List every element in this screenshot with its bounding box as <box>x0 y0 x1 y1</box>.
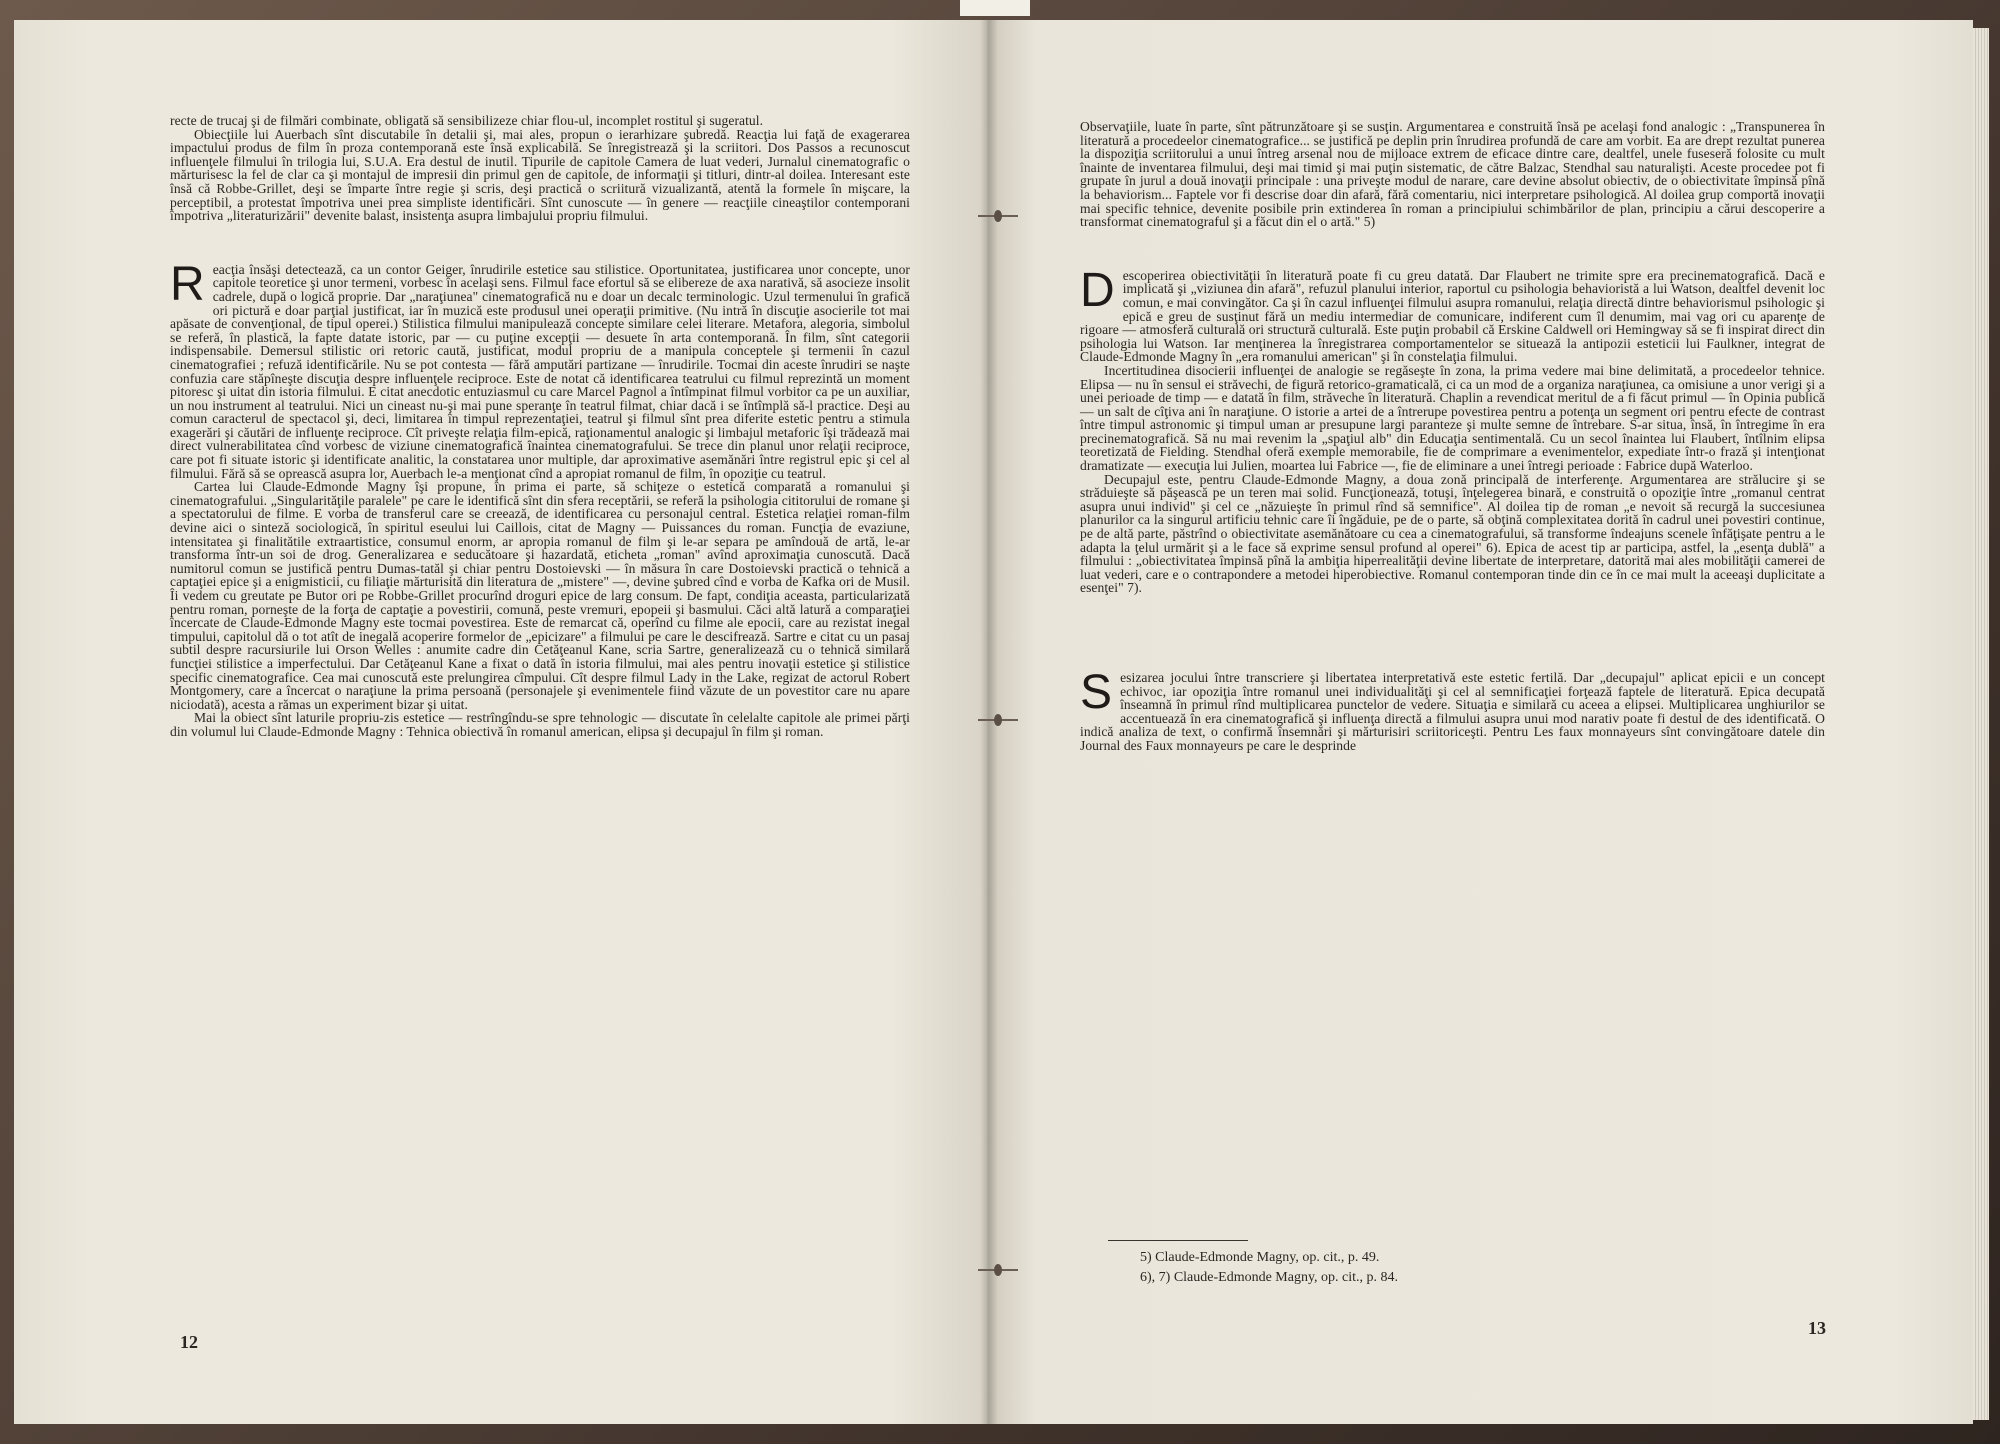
footnote-rule <box>1108 1240 1248 1241</box>
right-section3-para-1 <box>1080 666 1825 753</box>
right-intro-para: Observaţiile, luate în parte, sînt pătrunzătoare şi se susţin. Argumentarea e construită însă pe acelaşi fond analogic : „Transpunerea în literatură a procedeelor cinematografice... se justifică pe deplin prin înrudirea profundă de care am vorbit. Ea are drept rezultat punerea la dispoziţia scriitorului a unui întreg arsenal nou de mijloace extrem de eficace dintre care, dealtfel, unele fuseseră folosite cu mult înainte de inventarea filmului, deşi mai timid şi mai puţin sistematic, de către Balzac, Stendhal sau naturalişti. Aceste procedee pot fi grupate în jurul a două inovaţii principale : una priveşte modul de narare, care devine absolut obiectiv, de o obiectivitate împinsă pînă la behaviorism... Faptele vor fi descrise doar din afară, fără comentariu, nici interpretare psihologică. Al doilea grup comportă inovaţii mai specific tehnice, devenite posibile prin extinderea în roman a principiului schimbărilor de plan, principiu a cărui descoperire a transformat cinematograful şi a făcut din el o artă." 5) <box>1080 119 1825 230</box>
right-section3-para-1-text: esizarea jocului între transcriere şi libertatea interpretativă este estetic fertilă. Dar „decupajul" aplicat epicii e un concept echivoc, iar opoziţia între romanul unei individualităţi şi cel al semnificaţiei forţează faptele de literatură. Epica decupată înseamnă în primul rînd multiplicarea punctelor de vedere. Situaţia e similară cu aceea a elipsei. Multiplicarea unghiurilor se accentuează în era cinematografică şi influenţa directă a filmului asupra unui mod narativ poate fi destul de des identificată. O indică analiza de text, o confirmă însemnări şi mărturisiri scriitoriceşti. Pentru Les faux monnayeurs sînt convingătoare datele din Journal des Faux monnayeurs pe care le desprinde <box>1080 670 1825 753</box>
page-number-left: 12 <box>180 1332 198 1352</box>
left-section-para-2: Cartea lui Claude-Edmonde Magny îşi propune, în prima ei parte, să schiţeze o estetică comparată a romanului şi cinematografului. „Singularităţile paralele" pe care le identifică sînt din sfera receptării, se referă la psihologia cititorului de romane şi a spectatorului de filme. E vorba de transferul care se creează, de identificarea cu personajul central. Estetica relaţiei roman-film devine aici o sinteză sociologică, în spiritul eseului lui Caillois, citat de Magny — Puissances du roman. Funcţia de evaziune, intensitatea şi finalitătile extraartistice, consumul enorm, ar apropia romanul de film şi le-ar separa pe amîndouă de artă, le-ar transforma într-un soi de drog. Generalizarea e seducătoare şi hazardată, eticheta „roman" avînd aproximaţia cunoscută. Dacă numitorul comun se justifică pentru Dumas-tatăl şi chiar pentru Dostoievski — în măsura în care Dostoievski practică o tehnică a captaţiei epice şi a enigmisticii, cu filiaţie mărturisită din literatura de „mistere" —, devine şubred cînd e vorba de Kafka ori de Musil. Îi vedem cu greutate pe Butor ori pe Robbe-Grillet procurînd droguri epice de larg consum. De fapt, condiţia aceasta, particularizată pentru roman, porneşte de la forţa de captaţie a povestirii, comună, peste vremuri, epopeii şi basmului. Căci altă latură a comparaţiei încercate de Claude-Edmonde Magny este tocmai povestirea. Este de remarcat că, operînd cu filme ale epocii, care au rezistat inegal timpului, capitolul dă o tot atît de inegală acoperire formelor de „epicizare" a filmului pe care le descifrează. Sartre e citat cu un pasaj subtil despre racursiurile lui Orson Welles : anumite cadre din Cetăţeanul Kane, scria Sartre, generalizează cu o tehnică similară funcţiei stilistice a imperfectului. Dar Cetăţeanul Kane a fixat o dată în istoria filmului, mai ales pentru inovaţii estetice şi stilistice specific cinematografice. Cea mai cunoscută este prelungirea cîmpului. Cît despre filmul Lady in the Lake, regizat de actorul Robert Montgomery, care a încercat o naraţiune la prima persoană (personajele şi evenimentele fiind văzute de un povestitor care nu apare niciodată), acesta a rămas un experiment bizar şi uitat. <box>170 479 910 712</box>
binding-stitch <box>978 208 1018 224</box>
right-page-text <box>1080 120 1825 753</box>
footnote-5: 5) Claude-Edmonde Magny, op. cit., p. 49. <box>1140 1250 1380 1265</box>
right-section2-para-1-text: escoperirea obiectivităţii în literatură poate fi cu greu datată. Dar Flaubert ne trimite spre era precinematografică. Dacă e implicată şi „viziunea din afară", refuzul planului interior, raportul cu psihologia behavioristă a lui Watson, dealtfel devenit loc comun, e mai convingător. Ca şi în cazul influenţei filmului asupra romanului, relaţia directă dintre behaviorismul psihologic şi epică e greu de susţinut fără un mediu intermediar de comunicare, indiferent cum îl denumim, mai vag ori cu aparenţe de rigoare — atmosferă culturală ori structură culturală. Este puţin probabil că Erskine Caldwell ori Hemingway să se fi inspirat direct din psihologia lui Watson. Iar menţinerea la înregistrarea comportamentelor se situează la antipozii esteticii lui Faulkner, integrat de Claude-Edmonde Magny în „era romanului american" şi în constelaţia filmului. <box>1080 267 1825 365</box>
left-page-text <box>170 114 910 739</box>
left-intro-para-2: Obiecţiile lui Auerbach sînt discutabile în detalii şi, mai ales, propun o ierarhizare şubredă. Reacţia lui faţă de exagerarea impactului produs de film în proza contemporană este însă explicabilă. Se înregistrează şi la scriitori. Dos Passos a recunoscut influenţele filmului în trilogia lui, S.U.A. Era destul de inutil. Tipurile de capitole Camera de luat vederi, Jurnalul cinematografic o mărturisesc la fel de clar ca şi montajul de impresii din primul gen de capitole, de informaţii şi titluri, dintr-al doilea. Interesant este însă că Robbe-Grillet, deşi se împarte între regie şi scris, deşi practică o scriitură vizualizantă, atentă la formele în mişcare, la perceptibil, a protestat împotriva unei prea simpliste identificări. Sînt cunoscute — în genere — reacţiile cineaştilor contemporani împotriva „literaturizării" devenite balast, insistenţa asupra limbajului propriu filmului. <box>170 126 910 224</box>
binding-stitch <box>978 1262 1018 1278</box>
page-number-right: 13 <box>1808 1318 1826 1338</box>
left-section-para-3: Mai la obiect sînt laturile propriu-zis estetice — restrîngîndu-se spre tehnologic — discutate în celelalte capitole ale primei părţi din volumul lui Claude-Edmonde Magny : Tehnica obiectivă în romanul american, elipsa şi decupajul în film şi roman. <box>170 710 910 739</box>
left-section-para-1-text: eacţia însăşi detectează, ca un contor Geiger, înrudirile estetice sau stilistice. Oportunitatea, justificarea unor concepte, unor capitole teoretice şi unor termeni, vorbesc în acelaşi sens. Filmul face efortul să se elibereze de axa narativă, să asocieze insolit cadrele, după o logică proprie. Dar „naraţiunea" cinematografică nu e doar un decalc terminologic. Uzul termenului în grafică ori pictură e doar parţial justificat, iar în muzică este produsul unei operaţii primitive. (Nu intră în discuţie asocierile tot mai apăsate de convenţional, de tipul operei.) Stilistica filmului manipulează concepte similare celei literare. Metafora, alegoria, simbolul se referă, în plastică, la fapte datate istoric, par — cu puţine excepţii — desuete în arta contemporană. În film, sînt categorii indispensabile. Demersul stilistic ori retoric caută, justificat, modul propriu de a manipula conceptele şi termenii în cazul cinematografiei ; refuză identificările. Nu se pot contesta — fără amputări partizane — înrudirile. Tocmai din aceste înrudiri se naşte confuzia care stăpîneşte discuţia despre influenţele reciproce. Este de notat că identificarea teatrului cu filmul reprezintă un moment pitoresc şi uitat din istoria filmului. E citat anecdotic entuziasmul cu care Marcel Pagnol a întîmpinat filmul vorbitor ca pe un auxiliar, un nou instrument al teatrului. Nici un cineast nu-şi mai pune speranţe în teatrul filmat, chiar dacă i se întîmplă să-l practice. Deşi au comun caracterul de spectacol şi, deci, limitarea în timpul reprezentaţiei, teatrul şi filmul sînt prea diferite estetic pentru a stimula exagerări şi căutări de influenţe reciproce. Cît priveşte relaţia film-epică, raţionamentul analogic şi limbajul metaforic îşi trădează mai direct vulnerabilitatea cînd vorbesc de viziune cinematografică înaintea cinematografului. Se trece din planul unor relaţii reciproce, care pot fi situate istoric şi identificate analitic, la constatarea unor multiple, dar aproximative asemănări între registrul epic şi cel al filmului. Fără să se oprească asupra lor, Auerbach le-a menţionat cînd a apropiat romanul de film, în opoziţie cu teatrul. <box>170 261 910 481</box>
dropcap-d: D <box>1080 263 1115 317</box>
right-section2-para-2: Incertitudinea disocierii influenţei de analogie se regăseşte în zona, la prima vedere mai bine delimitată, a procedeelor tehnice. Elipsa — nu în sensul ei străvechi, de figură retorico-gramaticală, ci ca un mod de a organiza naraţiunea, ca omisiune a unor verigi şi a unei perioade de timp — e datată în film, străveche în literatură. Chaplin a revendicat meritul de a fi făcut primul — în Opinia publică — un salt de cîţiva ani în naraţiune. O istorie a artei de a întrerupe povestirea pentru a potenţa un segment ori pentru efecte de contrast între timpul astronomic şi timpul uman ar presupune largi paranteze şi multe semne de întrebare. S-ar situa, însă, în întregime în era precinematografică. Să nu mai revenim la „spaţiul alb" din Educaţia sentimentală. Cu un secol înaintea lui Flaubert, întîlnim elipsa teoretizată de Fielding. Stendhal oferă exemple memorabile, fie de comprimare a evenimentelor, expediate într-o frază şi intenţionat dramatizate — execuţia lui Julien, moartea lui Fabrice —, fie de eliminare a unei întregi perioade : Fabrice după Waterloo. <box>1080 362 1825 474</box>
right-section2-para-3: Decupajul este, pentru Claude-Edmonde Magny, a doua zonă principală de interferenţe. Argumentarea are strălucire şi se străduieşte să păşească pe un teren mai solid. Funcţionează, totuşi, înţelegerea binară, e construită o opoziţie între „romanul centrat asupra unui individ" şi cel ce „năzuieşte în primul rînd să semnifice". Al doilea tip de roman „e nevoit să recurgă la succesiunea planurilor ca la singurul artificiu tehnic care îi îngăduie, pe de o parte, să obţină complexitatea dorită în cadrul unei povestiri continue, pe de altă parte, păstrînd o obiectivitate asemănătoare cu cea a cinematografului, să transforme îndeajuns scenele înfăţişate pentru a le adapta la ţelul urmărit şi a le face să exprime sensul profund al operei" 6). Epica de acest tip ar participa, astfel, la „esenţa dublă" a filmului : „obiectivitatea împinsă pînă la ambiţia hiperrealităţii devine libertate de interpretare, datorită mai ales mobilităţii camerei de luat vederi, care e o contrapondere a metodei hiperobiective. Romanul contemporan tinde din ce în ce mai mult la aceeaşi duplicitate a esenţei" 7). <box>1080 471 1825 596</box>
footnote-6-7: 6), 7) Claude-Edmonde Magny, op. cit., p. 84. <box>1140 1270 1399 1285</box>
dropcap-s: S <box>1080 666 1113 719</box>
right-section2-para-1 <box>1080 263 1825 365</box>
left-intro-para-1: recte de trucaj şi de filmări combinate, obligată să sensibilizeze chiar flou-ul, incomplet rostitul şi sugeratul. <box>170 113 764 128</box>
left-section-para-1 <box>170 257 910 481</box>
cover-paper-strip <box>960 0 1030 16</box>
footnotes <box>1140 1248 1700 1288</box>
page-edges <box>1973 28 1989 1420</box>
dropcap-r: R <box>170 257 205 311</box>
binding-stitch <box>978 712 1018 728</box>
